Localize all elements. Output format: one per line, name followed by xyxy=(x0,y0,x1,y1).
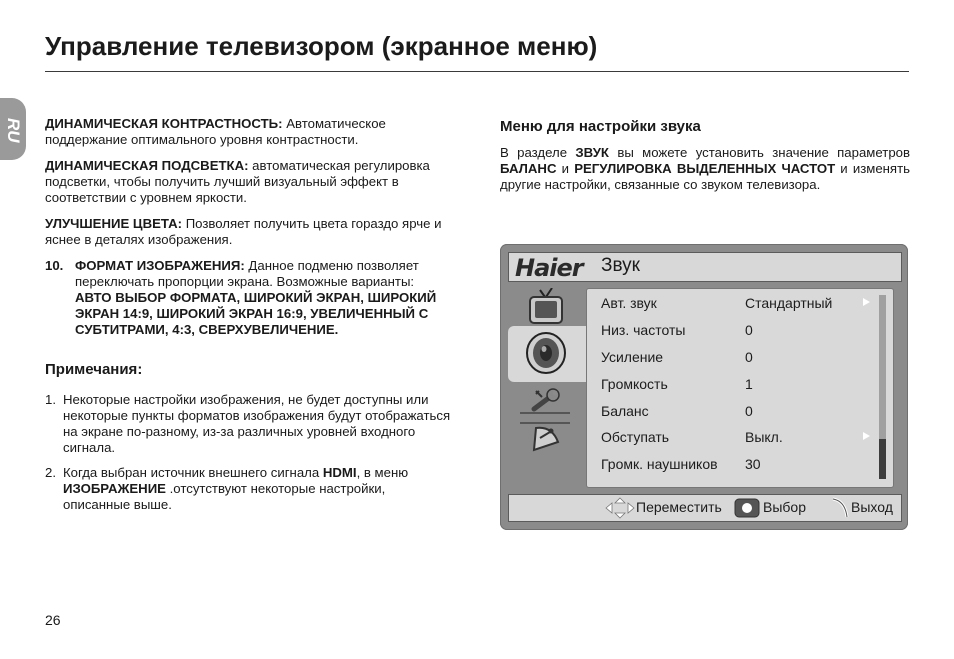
select-icon xyxy=(734,498,760,521)
row-label: Усиление xyxy=(601,349,664,365)
right-column xyxy=(500,119,910,203)
move-icon xyxy=(605,497,635,522)
note-text-part: Когда выбран источник внешнего сигнала xyxy=(63,465,323,480)
row-value: 0 xyxy=(745,349,753,365)
note-text-part: .отсутствуют некоторые настройки, описанные выше. xyxy=(63,481,386,512)
row-label: Громкость xyxy=(601,376,668,392)
desc-dynamic-contrast: Автоматическое поддержание оптимального уровня контрастности. xyxy=(45,116,386,147)
note-2 xyxy=(45,465,451,513)
term-eq: РЕГУЛИРОВКА ВЫДЕЛЕННЫХ ЧАСТОТ xyxy=(574,161,836,176)
term-sound: ЗВУК xyxy=(575,145,609,160)
note-text-part: , в меню xyxy=(356,465,409,480)
row-value: 0 xyxy=(745,322,753,338)
item-text xyxy=(75,258,451,338)
row-value: 1 xyxy=(745,376,753,392)
row-value: Стандартный xyxy=(745,295,833,311)
row-value: Выкл. xyxy=(745,429,783,445)
desc-picture-format: Данное подменю позволяет переключать пропорции экрана. Возможные варианты: xyxy=(75,258,419,289)
term-dynamic-contrast: ДИНАМИЧЕСКАЯ КОНТРАСТНОСТЬ: xyxy=(45,116,283,131)
row-label: Баланс xyxy=(601,403,649,419)
term-picture: ИЗОБРАЖЕНИЕ xyxy=(63,481,166,496)
row-label: Авт. звук xyxy=(601,295,657,311)
text-part: В разделе xyxy=(500,145,576,160)
paragraph-dynamic-backlight xyxy=(45,158,451,206)
row-label: Обступать xyxy=(601,429,670,445)
note-number: 2. xyxy=(45,465,56,480)
footer-move-label: Переместить xyxy=(636,499,722,515)
exit-icon xyxy=(831,497,851,522)
osd-title: Звук xyxy=(601,255,640,276)
desc-dynamic-backlight: автоматическая регулировка подсветки, чтобы получить лучший визуальный эффект в соответствии с уровнем яркости. xyxy=(45,158,430,205)
right-arrow-icon xyxy=(863,432,870,440)
haier-logo: Haier xyxy=(515,254,583,282)
note-1 xyxy=(45,392,451,456)
note-text: Некоторые настройки изображения, не будет доступны или некоторые пункты форматов изображения будут отображаться на экране по-разному, из-за различных уровней входного сигнала. xyxy=(63,392,451,455)
scrollbar-thumb[interactable] xyxy=(879,439,886,479)
item-number: 10. xyxy=(45,258,64,273)
satellite-dish-icon[interactable] xyxy=(508,418,582,456)
sound-menu-description xyxy=(500,145,910,193)
text-part: и изменять другие настройки, связанные со звуком телевизора. xyxy=(500,161,910,192)
left-column xyxy=(45,116,451,522)
term-picture-format: ФОРМАТ ИЗОБРАЖЕНИЯ: xyxy=(75,258,245,273)
term-balance: БАЛАНС xyxy=(500,161,557,176)
footer-exit-label: Выход xyxy=(851,499,893,515)
note-text xyxy=(63,465,451,513)
paragraph-color-enhance xyxy=(45,216,451,248)
row-value: 30 xyxy=(745,456,761,472)
row-value: 0 xyxy=(745,403,753,419)
paragraph-dynamic-contrast xyxy=(45,116,451,148)
text-part: и xyxy=(556,161,575,176)
osd-category-sidebar xyxy=(508,288,586,484)
wrench-icon[interactable] xyxy=(508,384,582,422)
right-arrow-icon xyxy=(863,298,870,306)
speaker-icon[interactable] xyxy=(508,328,582,378)
term-color-enhance: УЛУЧШЕНИЕ ЦВЕТА: xyxy=(45,216,183,231)
osd-header xyxy=(508,252,902,282)
term-hdmi: HDMI xyxy=(322,465,357,480)
term-dynamic-backlight: ДИНАМИЧЕСКАЯ ПОДСВЕТКА: xyxy=(45,158,249,173)
osd-settings-panel xyxy=(586,288,894,488)
osd-footer xyxy=(508,494,902,522)
row-label: Низ. частоты xyxy=(601,322,686,338)
page-number: 26 xyxy=(45,612,61,628)
tv-osd-menu xyxy=(500,244,908,530)
title-divider xyxy=(45,71,909,72)
item-picture-format xyxy=(45,258,451,338)
desc-color-enhance: Позволяет получить цвета гораздо ярче и яснее в деталях изображения. xyxy=(45,216,442,247)
page-title: Управление телевизором (экранное меню) xyxy=(45,31,598,61)
text-part: вы можете установить значение параметров xyxy=(608,145,910,160)
tv-icon[interactable] xyxy=(508,288,582,326)
notes-heading: Примечания: xyxy=(45,361,143,378)
sound-menu-heading: Меню для настройки звука xyxy=(500,118,701,135)
format-options: АВТО ВЫБОР ФОРМАТА, ШИРОКИЙ ЭКРАН, ШИРОКИЙ ЭКРАН 14:9, ШИРОКИЙ ЭКРАН 16:9, УВЕЛИЧЕННЫЙ С СУБТИТРАМИ, 4:3, СВЕРХУВЕЛИЧЕНИЕ. xyxy=(75,290,437,337)
footer-select-label: Выбор xyxy=(763,499,806,515)
note-number: 1. xyxy=(45,392,56,407)
row-label: Громк. наушников xyxy=(601,456,718,472)
language-tab-label: RU xyxy=(4,117,23,143)
